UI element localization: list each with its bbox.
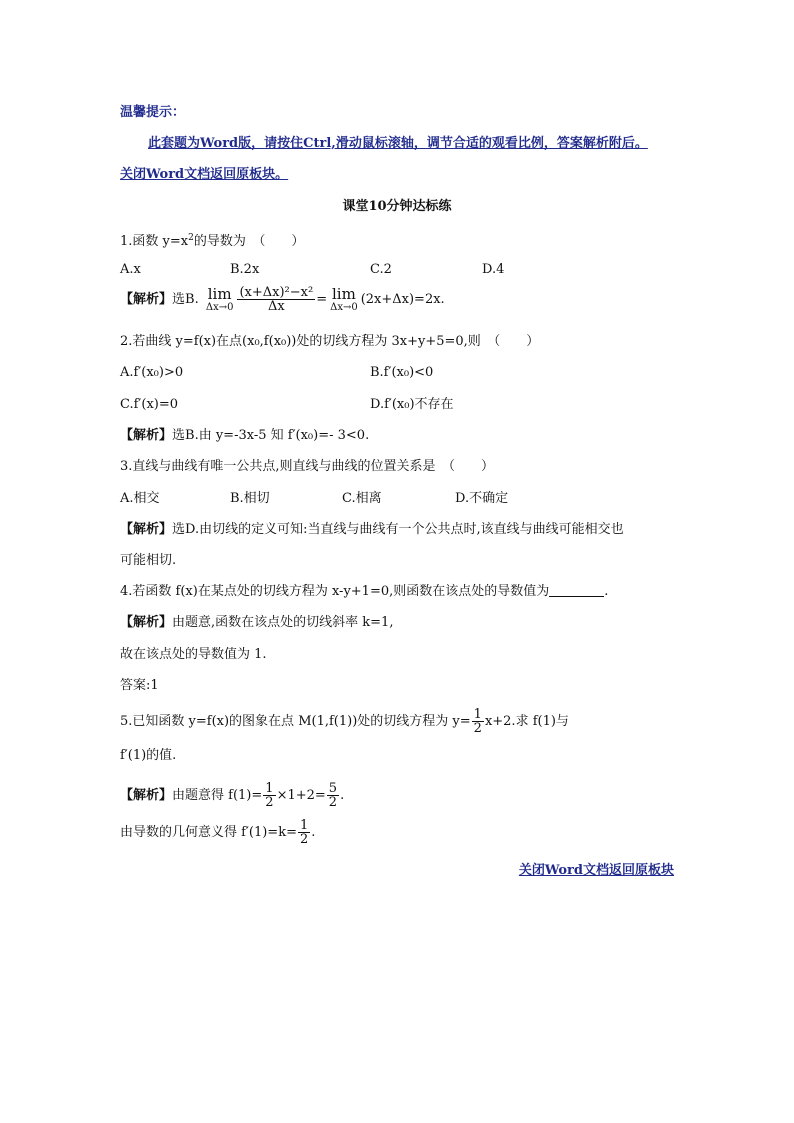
q5-stem-line1: [120, 708, 569, 735]
q4-answer: 答案:1: [120, 678, 159, 693]
q1-analysis-tail: (2x+Δx)=2x.: [360, 292, 445, 307]
lim-word-2: lim: [331, 284, 356, 303]
q3-analysis-line1: [120, 521, 624, 539]
lim-sub: Δx→0: [205, 301, 234, 313]
frac-num: 1: [299, 818, 309, 833]
analysis-label: 【解析】: [120, 788, 173, 803]
q4-stem-end: .: [604, 584, 609, 599]
q3-option-a: A.相交: [120, 491, 160, 506]
q5-stem-post: x+2.求 f(1)与: [484, 714, 569, 729]
q5-stem-pre: 5.已知函数 y=f(x)的图象在点 M(1,f(1))处的切线方程为 y=: [120, 714, 471, 729]
frac-den: 2: [473, 721, 482, 736]
equals-sign: =: [316, 292, 328, 307]
q1-option-c: C.2: [370, 262, 392, 277]
analysis-label: 【解析】: [120, 292, 173, 307]
q2-option-d: D.f′(x₀)不存在: [370, 397, 454, 412]
frac-den: 2: [299, 832, 309, 847]
q1-stem-sup: 2: [188, 233, 194, 243]
q5-a1-mid: ×1+2=: [276, 788, 326, 803]
limit-expression: [205, 284, 234, 313]
q1-analysis: [120, 286, 445, 313]
q5-a1-fraction: [263, 782, 275, 809]
analysis-label: 【解析】: [120, 615, 173, 630]
analysis-label: 【解析】: [120, 522, 173, 537]
q3-analysis-text1: 选D.由切线的定义可知:当直线与曲线有一个公共点时,该直线与曲线可能相交也: [172, 522, 624, 537]
frac-num: (x+Δx)²−x²: [239, 285, 314, 300]
frac-den: 2: [328, 795, 338, 810]
tip-title: 温馨提示：: [120, 105, 186, 120]
frac-num: 5: [328, 781, 338, 796]
q5-stem-fraction: [472, 708, 484, 735]
tip-body: 此套题为Word版，请按住Ctrl,滑动鼠标滚轴，调节合适的观看比例，答案解析附后。: [148, 136, 648, 151]
lim-word: lim: [207, 284, 232, 303]
q5-stem-line2: f′(1)的值.: [120, 748, 177, 763]
q3-option-d: D.不确定: [455, 491, 509, 506]
q4-stem: [120, 583, 608, 601]
answer-blank[interactable]: [549, 584, 604, 597]
q5-a2-pre: 由导数的几何意义得 f′(1)=k=: [120, 825, 297, 840]
q3-analysis-line2: 可能相切.: [120, 553, 177, 568]
lim-sub-2: Δx→0: [330, 301, 358, 313]
q5-a2-fraction: [298, 819, 310, 846]
q2-option-c: C.f′(x)=0: [120, 397, 179, 412]
q4-analysis-line2: 故在该点处的导数值为 1.: [120, 647, 267, 662]
q2-stem: 2.若曲线 y=f(x)在点(x₀,f(x₀))处的切线方程为 3x+y+5=0,则 （ ）: [120, 334, 540, 349]
q4-analysis-line1: [120, 614, 393, 632]
q1-option-d: D.4: [482, 262, 505, 277]
analysis-label: 【解析】: [120, 428, 173, 443]
q5-analysis-line1: [120, 782, 344, 809]
q5-a1-pre: 由题意得 f(1)=: [172, 788, 263, 803]
q1-analysis-pre: 选B.: [172, 292, 199, 307]
frac-num: 1: [265, 781, 274, 796]
frac-den: Δx: [267, 299, 285, 314]
q1-stem: [120, 229, 304, 251]
limit-expression-2: [330, 284, 358, 313]
q4-analysis-text1: 由题意,函数在该点处的切线斜率 k=1,: [172, 615, 394, 630]
q2-option-b: B.f′(x₀)<0: [370, 365, 434, 380]
q5-a1-fraction-2: [327, 782, 339, 809]
q1-option-a: A.x: [120, 262, 141, 277]
q3-option-b: B.相切: [230, 491, 270, 506]
q3-option-c: C.相离: [342, 491, 382, 506]
q5-a1-end: .: [340, 788, 345, 803]
q3-stem: 3.直线与曲线有唯一公共点,则直线与曲线的位置关系是 （ ）: [120, 459, 495, 474]
q5-analysis-line2: [120, 819, 315, 846]
q5-a2-end: .: [311, 825, 316, 840]
q2-analysis-text: 选B.由 y=-3x-5 知 f′(x₀)=- 3<0.: [172, 428, 370, 443]
difference-quotient: [237, 286, 315, 313]
q4-stem-text: 4.若函数 f(x)在某点处的切线方程为 x-y+1=0,则函数在该点处的导数值为: [120, 584, 550, 599]
q2-option-a: A.f′(x₀)>0: [120, 365, 184, 380]
q1-stem-text: 1.函数 y=x: [120, 234, 189, 249]
section-title: 课堂10分钟达标练: [342, 199, 452, 214]
q1-stem-end: 的导数为 （ ）: [193, 234, 305, 249]
footer-close-link[interactable]: 关闭Word文档返回原板块: [518, 863, 674, 878]
tip-close-link[interactable]: 关闭Word文档返回原板块。: [120, 167, 289, 182]
q2-analysis: [120, 427, 369, 445]
frac-den: 2: [265, 795, 274, 810]
q1-option-b: B.2x: [230, 262, 260, 277]
frac-num: 1: [473, 707, 482, 722]
